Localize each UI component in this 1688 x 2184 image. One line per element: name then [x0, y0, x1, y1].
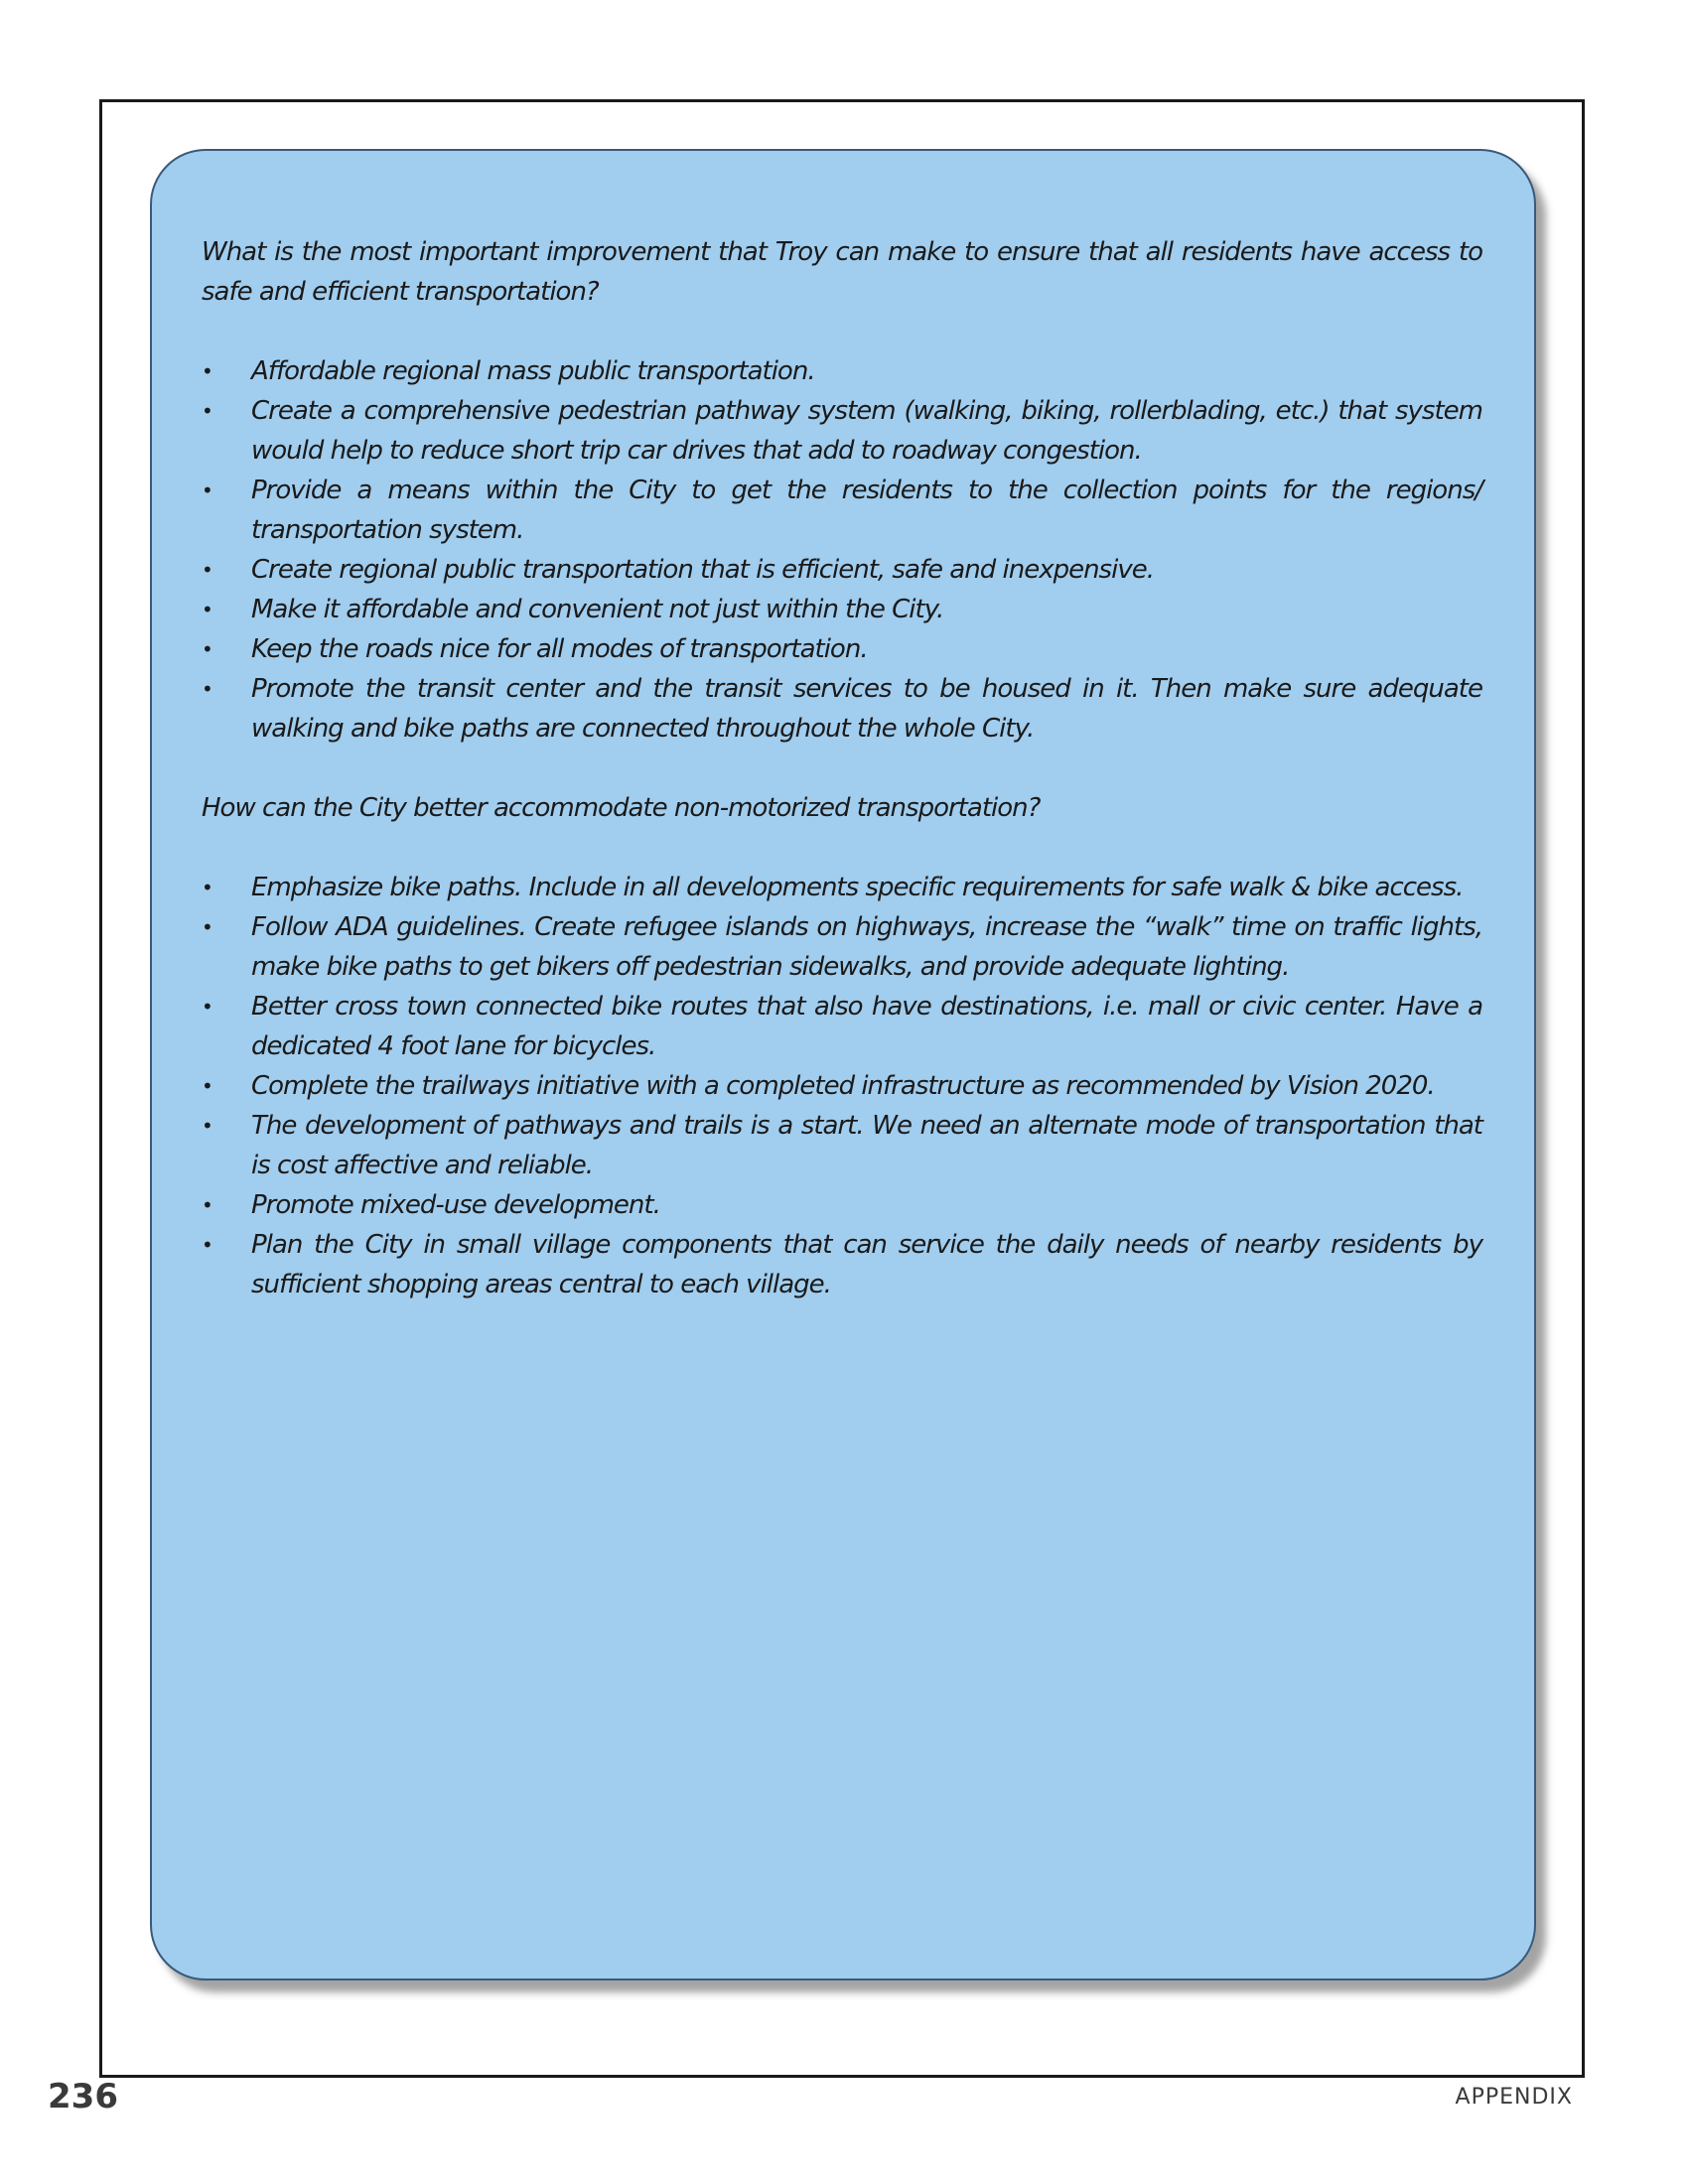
list-item: • Promote the transit center and the transit services to be housed in it. Then make sure adequate walking and bike paths are connected throughout the whole City.: [202, 669, 1482, 749]
bullet-icon: •: [202, 677, 212, 701]
list-item: • Make it affordable and convenient not just within the City.: [202, 590, 1482, 629]
list-item: • Create regional public transportation that is efficient, safe and inexpensive.: [202, 550, 1482, 590]
bullet-icon: •: [202, 1114, 212, 1138]
list-item: • The development of pathways and trails is a start. We need an alternate mode of transportation that is cost affective and reliable.: [202, 1106, 1482, 1185]
list-item: • Complete the trailways initiative with a completed infrastructure as recommended by Vision 2020.: [202, 1066, 1482, 1106]
list-item: • Better cross town connected bike routes that also have destinations, i.e. mall or civic center. Have a dedicated 4 foot lane for bicycles.: [202, 987, 1482, 1066]
question-transportation-improvement: What is the most important improvement that Troy can make to ensure that all residents have access to safe and efficient transportation?: [202, 237, 1482, 307]
survey-responses-content: [202, 232, 1482, 1344]
list-item: • Keep the roads nice for all modes of transportation.: [202, 629, 1482, 669]
answer-list-transportation-improvement: [202, 351, 1482, 749]
list-item: • Promote mixed-use development.: [202, 1185, 1482, 1225]
bullet-icon: •: [202, 478, 212, 502]
bullet-icon: •: [202, 876, 212, 899]
survey-responses-box: [150, 149, 1536, 1980]
bullet-icon: •: [202, 1233, 212, 1257]
bullet-icon: •: [202, 1193, 212, 1217]
list-item: • Plan the City in small village components that can service the daily needs of nearby residents by sufficient shopping areas central to each village.: [202, 1225, 1482, 1304]
answer-list-non-motorized: [202, 868, 1482, 1304]
bullet-icon: •: [202, 558, 212, 582]
list-item: • Emphasize bike paths. Include in all developments specific requirements for safe walk & bike access.: [202, 868, 1482, 907]
list-item: • Follow ADA guidelines. Create refugee islands on highways, increase the “walk” time on traffic lights, make bike paths to get bikers off pedestrian sidewalks, and provide adequate lighting.: [202, 907, 1482, 987]
bullet-icon: •: [202, 598, 212, 621]
list-item: • Affordable regional mass public transportation.: [202, 351, 1482, 391]
question-non-motorized: How can the City better accommodate non-motorized transportation?: [202, 793, 1041, 823]
section-label: APPENDIX: [1455, 2085, 1573, 2110]
list-item: • Provide a means within the City to get the residents to the collection points for the regions/ transportation system.: [202, 471, 1482, 550]
bullet-icon: •: [202, 399, 212, 423]
bullet-icon: •: [202, 1074, 212, 1098]
bullet-icon: •: [202, 637, 212, 661]
list-item: • Create a comprehensive pedestrian pathway system (walking, biking, rollerblading, etc.) that system would help to reduce short trip car drives that add to roadway congestion.: [202, 391, 1482, 471]
bullet-icon: •: [202, 995, 212, 1019]
bullet-icon: •: [202, 915, 212, 939]
bullet-icon: •: [202, 359, 212, 383]
page-number: 236: [48, 2077, 118, 2116]
